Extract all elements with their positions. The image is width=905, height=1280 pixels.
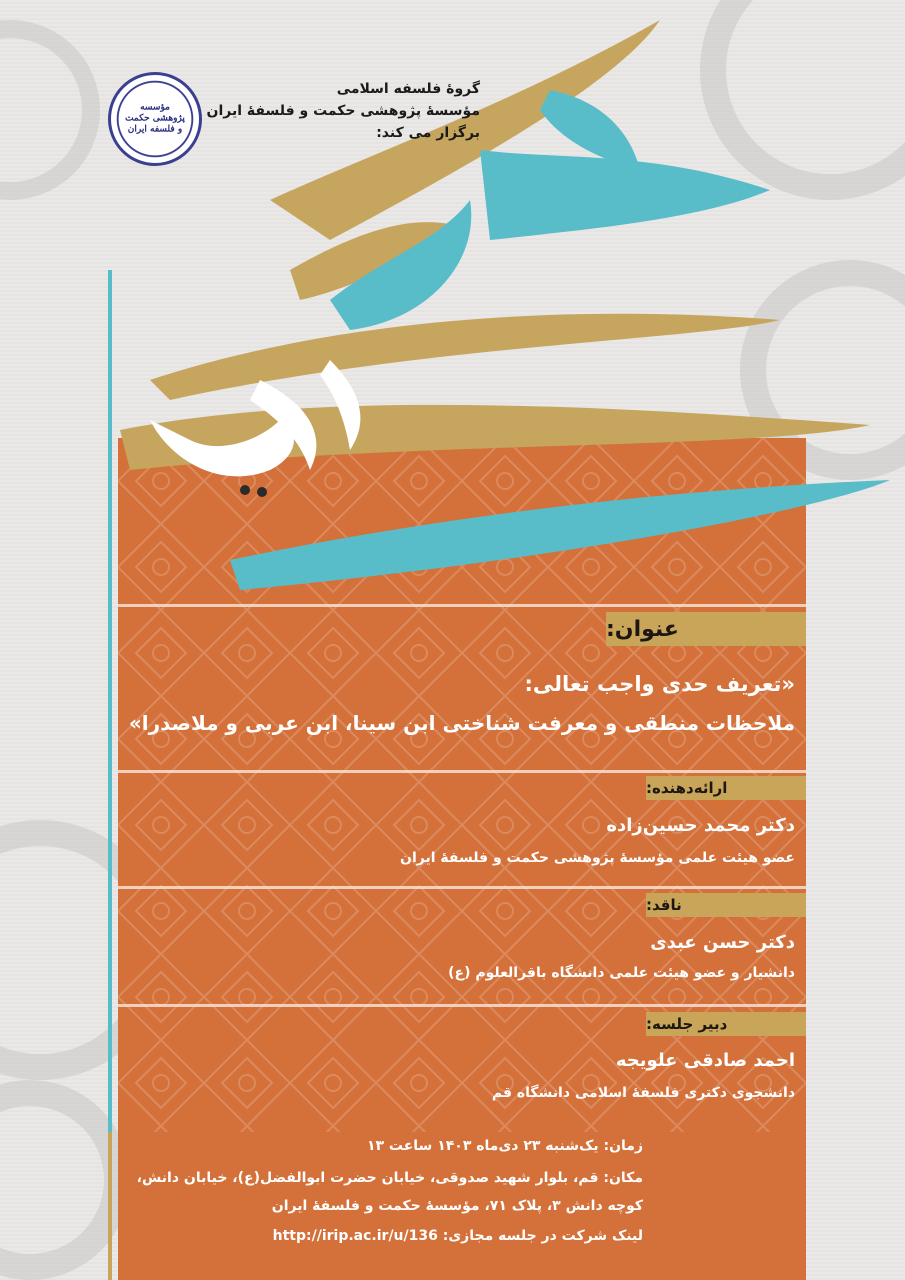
presenter-label: ارائه‌دهنده:	[646, 776, 806, 800]
event-title-line-2: ملاحظات منطقی و معرفت شناختی ابن سینا، ابن عربی و ملاصدرا»	[128, 711, 795, 735]
online-link[interactable]: http://irip.ac.ir/u/136	[272, 1228, 438, 1244]
title-label: عنوان:	[606, 612, 806, 646]
divider-critic	[118, 886, 806, 889]
divider-secretary	[118, 1004, 806, 1007]
event-title-line-1: «تعریف حدی واجب تعالی:	[524, 672, 795, 696]
event-place-line-1: مکان: قم، بلوار شهید صدوقی، خیابان حضرت ابوالفضل(ع)، خیابان دانش،	[136, 1170, 643, 1186]
event-place-line-2: کوچه دانش ۳، پلاک ۷۱، مؤسسهٔ حکمت و فلسفهٔ ایران	[271, 1198, 643, 1214]
divider-presenter	[118, 770, 806, 773]
event-time: زمان: یک‌شنبه ۲۳ دی‌ماه ۱۴۰۳ ساعت ۱۳	[366, 1138, 643, 1154]
gold-vertical-line	[108, 1132, 112, 1280]
header-line-2: مؤسسهٔ پژوهشی حکمت و فلسفهٔ ایران	[206, 103, 480, 119]
critic-name: دکتر حسن عبدی	[650, 932, 795, 953]
header-line-1: گروهٔ فلسفه اسلامی	[336, 81, 480, 97]
secretary-desc: دانشجوی دکتری فلسفهٔ اسلامی دانشگاه قم	[491, 1085, 795, 1101]
critic-desc: دانشیار و عضو هیئت علمی دانشگاه باقرالعلوم (ع)	[448, 965, 795, 981]
secretary-label: دبیر جلسه:	[646, 1012, 806, 1036]
online-link-label	[273, 1228, 643, 1244]
critic-label: ناقد:	[646, 893, 806, 917]
logo-text: مؤسسه پژوهشی حکمت و فلسفه ایران	[125, 102, 185, 135]
institute-logo	[108, 72, 202, 166]
presenter-desc: عضو هیئت علمی مؤسسهٔ پژوهشی حکمت و فلسفهٔ ایران	[400, 850, 795, 866]
link-label-text: لینک شرکت در جلسه مجازی:	[442, 1228, 643, 1244]
header-line-3: برگزار می کند:	[376, 125, 480, 141]
presenter-name: دکتر محمد حسین‌زاده	[606, 815, 795, 836]
divider-title	[118, 604, 806, 607]
secretary-name: احمد صادقی علویجه	[615, 1050, 795, 1071]
